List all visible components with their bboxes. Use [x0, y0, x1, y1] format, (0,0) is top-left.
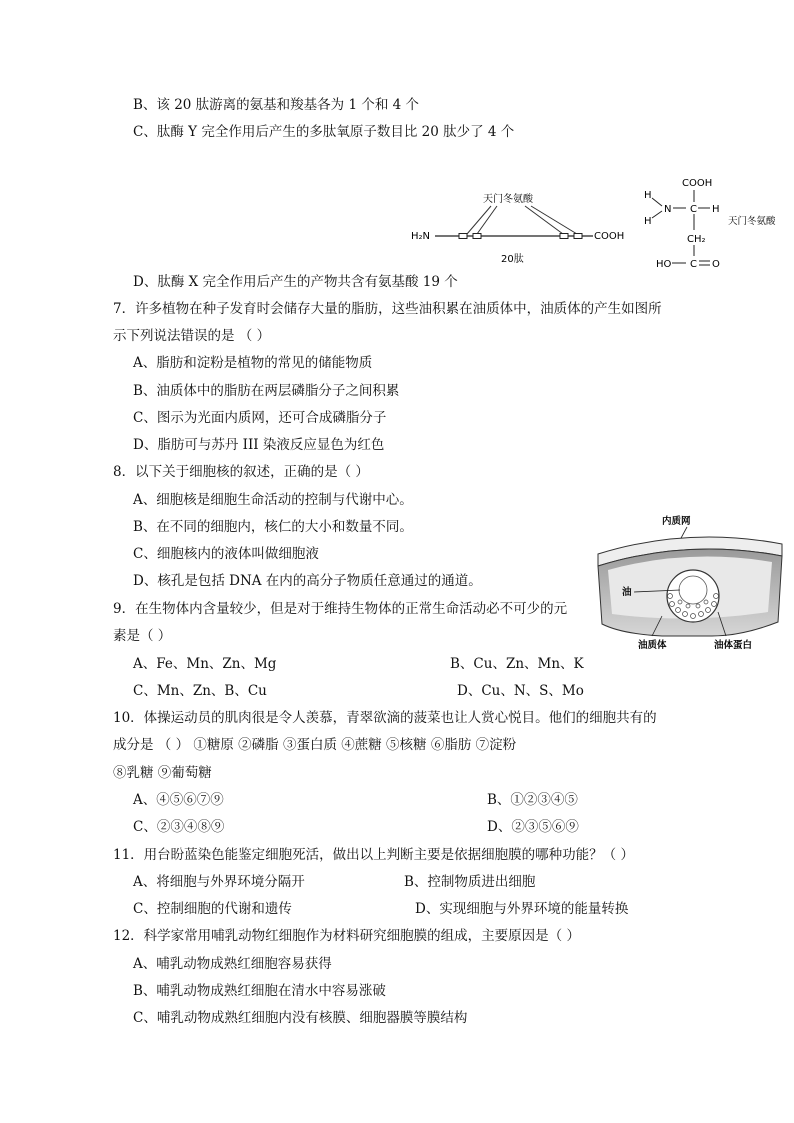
peptide-diagram [405, 188, 630, 268]
aspartic-acid-structure [640, 172, 790, 272]
q11-option-d: D、实现细胞与外界环境的能量转换 [415, 901, 629, 917]
label-oil-body: 油质体 [638, 640, 667, 651]
peptide-length-label: 20肽 [501, 254, 524, 265]
aa-ch2: CH₂ [687, 234, 706, 245]
label-oil: 油 [622, 587, 632, 598]
residue-box [459, 234, 467, 239]
residue-box [560, 234, 568, 239]
q7-option-d: D、脂肪可与苏丹 III 染液反应显色为红色 [133, 437, 385, 453]
oil-body-diagram [592, 512, 788, 654]
q7-option-c: C、图示为光面内质网，还可合成磷脂分子 [133, 410, 387, 426]
pointer-line [525, 206, 563, 234]
q11-option-a: A、将细胞与外界环境分隔开 [133, 874, 305, 890]
q10-option-c: C、②③④⑧⑨ [133, 819, 225, 835]
aa-h: H [712, 204, 720, 215]
residue-box [574, 234, 582, 239]
q10-stem-line1: 10．体操运动员的肌肉很是令人羡慕，青翠欲滴的菠菜也让人赏心悦目。他们的细胞共有的 [113, 710, 657, 726]
q12-option-c: C、哺乳动物成熟红细胞内没有核膜、细胞器膜等膜结构 [133, 1010, 468, 1026]
q7-option-b: B、油质体中的脂肪在两层磷脂分子之间积累 [133, 383, 400, 399]
label-oil-protein: 油体蛋白 [714, 640, 753, 651]
q10-option-d: D、②③⑤⑥⑨ [487, 819, 579, 835]
q9-option-d: D、Cu、N、S、Mo [457, 683, 584, 699]
aa-ho: HO [656, 259, 672, 270]
aa-h: H [644, 190, 652, 201]
q6-option-b: B、该 20 肽游离的氨基和羧基各为 1 个和 4 个 [133, 97, 420, 113]
q9-option-b: B、Cu、Zn、Mn、K [450, 656, 584, 672]
q7-option-a: A、脂肪和淀粉是植物的常见的储能物质 [133, 355, 373, 371]
pointer-line [531, 206, 577, 234]
q10-option-a: A、④⑤⑥⑦⑨ [133, 792, 224, 808]
q9-stem-line1: 9．在生物体内含量较少，但是对于维持生物体的正常生命活动必不可少的元 [113, 601, 568, 617]
q10-stem-line3: ⑧乳糖 ⑨葡萄糖 [113, 765, 212, 781]
q8-option-a: A、细胞核是细胞生命活动的控制与代谢中心。 [133, 492, 413, 508]
q8-stem: 8．以下关于细胞核的叙述，正确的是（ ） [113, 464, 369, 480]
aa-n: N [664, 204, 672, 215]
residue-box [473, 234, 481, 239]
q11-option-c: C、控制细胞的代谢和遗传 [133, 901, 292, 917]
q9-option-c: C、Mn、Zn、B、Cu [133, 683, 267, 699]
label-er: 内质网 [662, 516, 691, 527]
q8-option-c: C、细胞核内的液体叫做细胞液 [133, 546, 319, 562]
aa-o: O [712, 259, 720, 270]
q7-stem-line1: 7．许多植物在种子发育时会储存大量的脂肪，这些油积累在油质体中，油质体的产生如图所 [113, 301, 662, 317]
q9-stem-line2: 素是（ ） [113, 628, 172, 644]
aa-name: 天门冬氨酸 [728, 216, 776, 227]
q11-stem: 11．用台盼蓝染色能鉴定细胞死活，做出以上判断主要是依据细胞膜的哪种功能？（ ） [113, 847, 634, 863]
aa-c: C [690, 259, 697, 270]
aa-c: C [690, 204, 697, 215]
q11-option-b: B、控制物质进出细胞 [404, 874, 536, 890]
q6-option-c: C、肽酶 Y 完全作用后产生的多肽氧原子数目比 20 肽少了 4 个 [133, 124, 515, 140]
q9-option-a: A、Fe、Mn、Zn、Mg [133, 656, 277, 672]
peptide-n-terminus: H₂N [411, 231, 431, 242]
q12-option-a: A、哺乳动物成熟红细胞容易获得 [133, 956, 332, 972]
q7-stem-line2: 示下列说法错误的是 （ ） [113, 328, 271, 344]
q10-stem-line2: 成分是 （ ） ①糖原 ②磷脂 ③蛋白质 ④蔗糖 ⑤核糖 ⑥脂肪 ⑦淀粉 [113, 737, 517, 753]
q12-stem: 12．科学家常用哺乳动物红细胞作为材料研究细胞膜的组成，主要原因是（ ） [113, 928, 580, 944]
q8-option-b: B、在不同的细胞内，核仁的大小和数量不同。 [133, 519, 413, 535]
q6-option-d: D、肽酶 X 完全作用后产生的产物共含有氨基酸 19 个 [133, 274, 458, 290]
peptide-c-terminus: COOH [594, 231, 625, 242]
q12-option-b: B、哺乳动物成熟红细胞在清水中容易涨破 [133, 983, 386, 999]
q10-option-b: B、①②③④⑤ [487, 792, 578, 808]
aa-h: H [644, 216, 652, 227]
q8-option-d: D、核孔是包括 DNA 在内的高分子物质任意通过的通道。 [133, 573, 482, 589]
aa-cooh: COOH [682, 178, 713, 189]
peptide-label-asp: 天门冬氨酸 [483, 194, 533, 205]
